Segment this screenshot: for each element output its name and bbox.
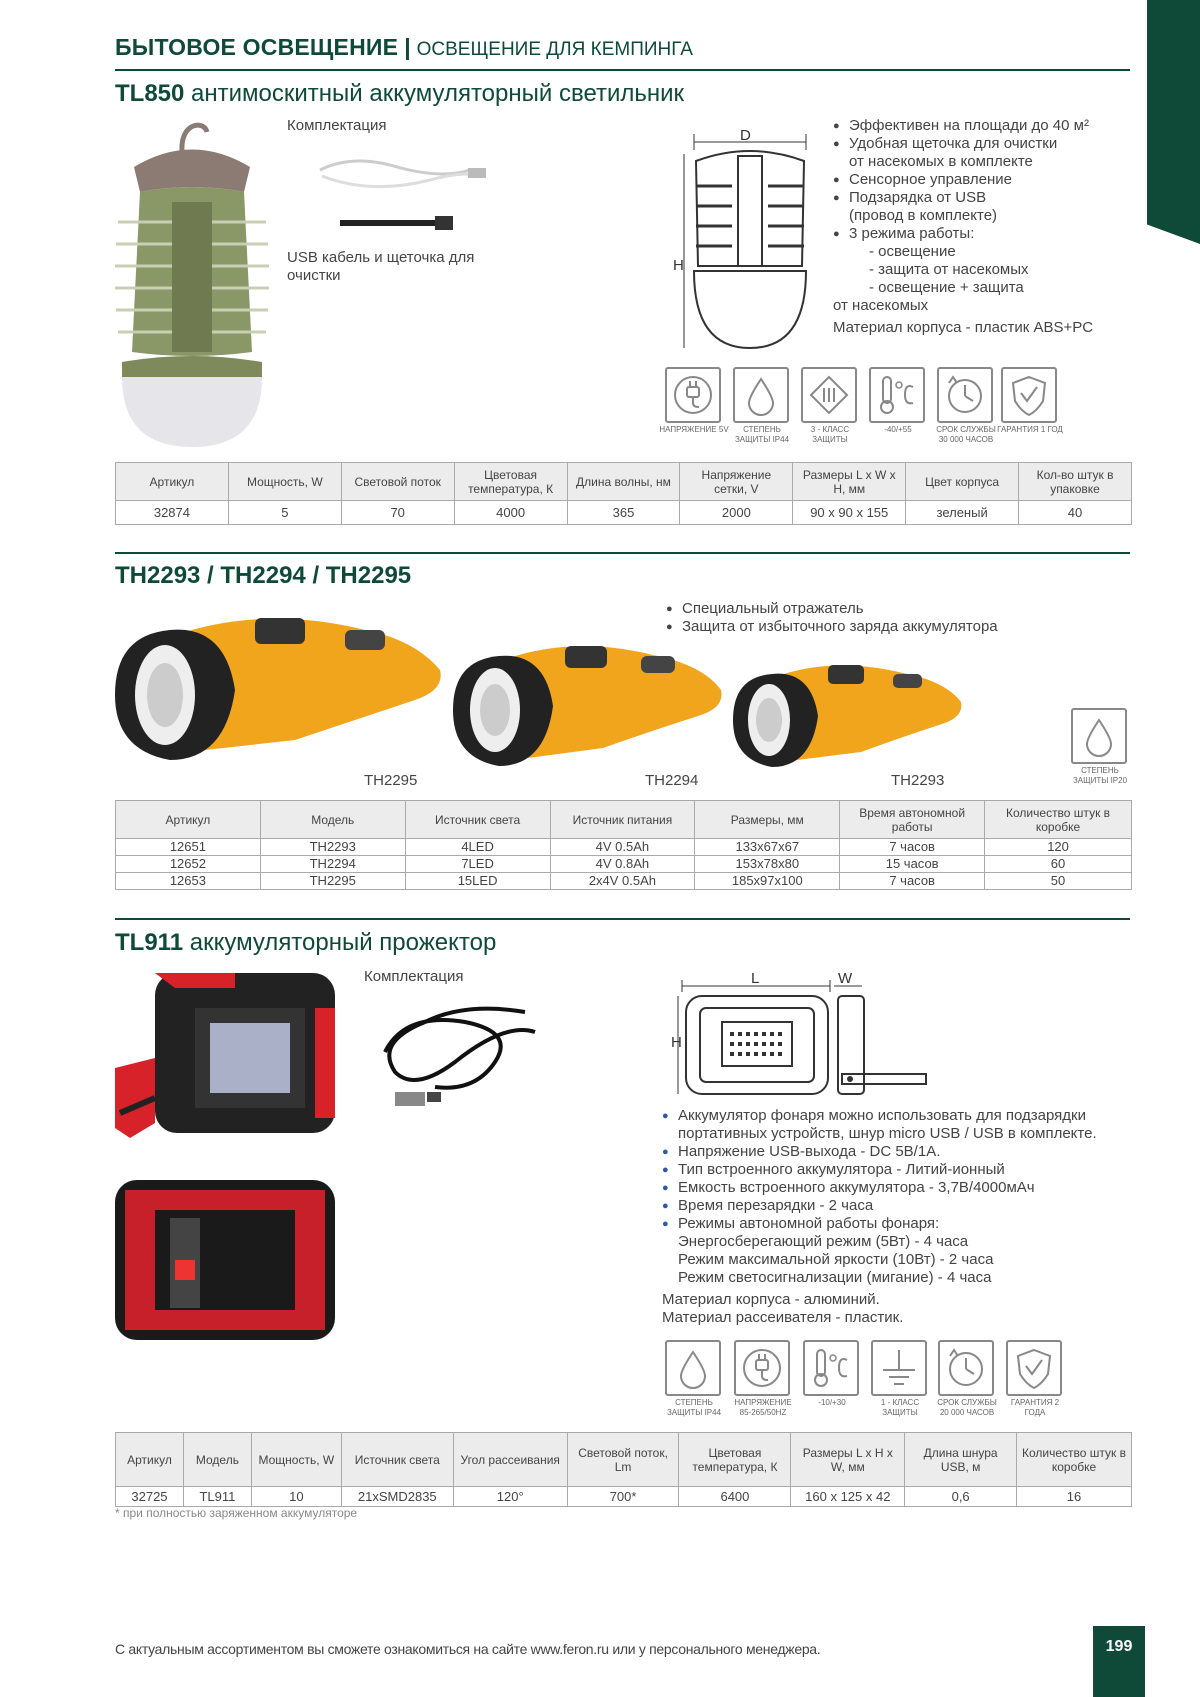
icon-caption: -10/+30 bbox=[818, 1398, 846, 1407]
table-header: Модель bbox=[183, 1433, 251, 1487]
tl911-code: TL911 bbox=[115, 929, 184, 956]
feature-item: ● Эффективен на площади до 40 м² bbox=[833, 117, 1133, 135]
feature-item: портативных устройств, шнур micro USB / USB в комплекте. bbox=[678, 1125, 1097, 1142]
drop-icon bbox=[665, 1340, 721, 1396]
feature-item: ● Тип встроенного аккумулятора - Литий-ионный bbox=[662, 1161, 1142, 1179]
tl850-usb-cable-image bbox=[310, 150, 500, 235]
th2294-product-image bbox=[453, 640, 723, 770]
table-header: Мощность, W bbox=[228, 463, 341, 501]
table-cell: TH2295 bbox=[260, 873, 405, 890]
table-header: Цвет корпуса bbox=[906, 463, 1019, 501]
tl850-product-image bbox=[112, 112, 272, 447]
table-row bbox=[116, 873, 1132, 890]
table-header: Количество штук в коробке bbox=[985, 801, 1132, 839]
tl850-kit-items: USB кабель и щеточка для очистки bbox=[287, 249, 475, 284]
icon-caption: НАПРЯЖЕНИЕ 85-265/50HZ bbox=[734, 1398, 792, 1417]
table-header: Размеры L x W x H, мм bbox=[793, 463, 906, 501]
feature-item: ● Напряжение USB-выхода - DC 5В/1А. bbox=[662, 1143, 1142, 1161]
header-category: БЫТОВОЕ ОСВЕЩЕНИЕ bbox=[115, 34, 399, 60]
table-header: Угол рассеивания bbox=[453, 1433, 567, 1487]
table-header: Мощность, W bbox=[251, 1433, 341, 1487]
class-3-icon bbox=[801, 367, 857, 423]
icon-caption: 1 - КЛАСС ЗАЩИТЫ bbox=[880, 1398, 920, 1417]
tl911-kit-label: Комплектация bbox=[364, 968, 464, 985]
icon-caption: СТЕПЕНЬ ЗАЩИТЫ IP20 bbox=[1072, 766, 1128, 785]
feature-item: ● Время перезарядки - 2 часа bbox=[662, 1197, 1142, 1215]
feature-item: Режим светосигнализации (мигание) - 4 часа bbox=[678, 1269, 992, 1286]
thermometer-icon bbox=[869, 367, 925, 423]
table-cell: 185x97x100 bbox=[695, 873, 840, 890]
table-cell: TH2293 bbox=[260, 839, 405, 856]
table-header: Длина шнура USB, м bbox=[905, 1433, 1017, 1487]
table-cell: 5 bbox=[228, 501, 341, 525]
table-row bbox=[116, 1487, 1132, 1507]
drop-icon bbox=[1071, 708, 1127, 764]
feature-item: от насекомых bbox=[833, 297, 929, 314]
th-features bbox=[666, 600, 1066, 636]
tl911-front-image bbox=[115, 968, 340, 1158]
table-cell: 4V 0.8Ah bbox=[550, 856, 695, 873]
table-header: Кол-во штук в упаковке bbox=[1019, 463, 1132, 501]
table-cell: 700* bbox=[567, 1487, 679, 1507]
icon-caption: СТЕПЕНЬ ЗАЩИТЫ IP44 bbox=[666, 1398, 722, 1417]
table-header: Источник питания bbox=[550, 801, 695, 839]
tl911-dimension-drawing bbox=[672, 970, 934, 1102]
feature-item: - освещение + защита bbox=[869, 279, 1024, 296]
header-subcategory: ОСВЕЩЕНИЕ ДЛЯ КЕМПИНГА bbox=[416, 39, 693, 60]
tl911-usb-cable-image bbox=[365, 992, 540, 1112]
tl850-kit-label: Комплектация bbox=[287, 117, 387, 134]
table-cell: 160 x 125 x 42 bbox=[791, 1487, 905, 1507]
table-header: Источник света bbox=[341, 1433, 453, 1487]
icon-caption: СТЕПЕНЬ ЗАЩИТЫ IP44 bbox=[734, 425, 790, 444]
table-cell: 15LED bbox=[405, 873, 550, 890]
table-cell: 153x78x80 bbox=[695, 856, 840, 873]
table-cell: 0,6 bbox=[905, 1487, 1017, 1507]
table-cell: 16 bbox=[1017, 1487, 1132, 1507]
table-cell: 60 bbox=[985, 856, 1132, 873]
tl850-spec-table bbox=[115, 462, 1132, 525]
table-cell: 32874 bbox=[116, 501, 229, 525]
clock-icon bbox=[937, 367, 993, 423]
tl911-title bbox=[115, 929, 496, 957]
table-cell: 40 bbox=[1019, 501, 1132, 525]
feature-item: - освещение bbox=[869, 243, 956, 260]
feature-item: ● Специальный отражатель bbox=[666, 600, 1066, 618]
header-separator: | bbox=[404, 34, 411, 60]
table-row bbox=[116, 856, 1132, 873]
model-label: TH2294 bbox=[645, 772, 699, 789]
tl850-dim-h: H bbox=[673, 257, 684, 274]
tl911-back-image bbox=[115, 1180, 340, 1345]
ground-icon bbox=[871, 1340, 927, 1396]
table-header: Артикул bbox=[116, 801, 261, 839]
drop-icon bbox=[733, 367, 789, 423]
th-spec-table bbox=[115, 800, 1132, 890]
table-header: Артикул bbox=[116, 1433, 184, 1487]
icon-caption: НАПРЯЖЕНИЕ 5V bbox=[659, 425, 729, 434]
tl911-features bbox=[662, 1107, 1142, 1327]
feature-item: ● Режимы автономной работы фонаря: bbox=[662, 1215, 1142, 1233]
table-cell: 4000 bbox=[454, 501, 567, 525]
table-cell: 133x67x67 bbox=[695, 839, 840, 856]
divider bbox=[115, 918, 1130, 920]
table-cell: зеленый bbox=[906, 501, 1019, 525]
feature-item: Режим максимальной яркости (10Вт) - 2 часа bbox=[678, 1251, 994, 1268]
feature-item: от насекомых в комплекте bbox=[849, 153, 1033, 170]
icon-caption: 3 - КЛАСС ЗАЩИТЫ bbox=[810, 425, 850, 444]
table-header: Размеры L x H x W, мм bbox=[791, 1433, 905, 1487]
tl850-dimension-drawing bbox=[672, 126, 812, 356]
feature-item: ● Аккумулятор фонаря можно использовать для подзарядки bbox=[662, 1107, 1142, 1125]
table-cell: 7LED bbox=[405, 856, 550, 873]
tl911-dim-l: L bbox=[751, 970, 760, 987]
table-cell: 120 bbox=[985, 839, 1132, 856]
table-cell: 365 bbox=[567, 501, 680, 525]
table-header: Количество штук в коробке bbox=[1017, 1433, 1132, 1487]
feature-item: (провод в комплекте) bbox=[849, 207, 998, 224]
table-cell: 120° bbox=[453, 1487, 567, 1507]
table-header: Время автономной работы bbox=[840, 801, 985, 839]
th2293-product-image bbox=[733, 660, 963, 770]
shield-icon bbox=[1006, 1340, 1062, 1396]
th2295-product-image bbox=[115, 610, 445, 765]
model-label: TH2293 bbox=[891, 772, 945, 789]
tl911-desc: аккумуляторный прожектор bbox=[189, 929, 497, 956]
table-row bbox=[116, 501, 1132, 525]
table-cell: 21xSMD2835 bbox=[341, 1487, 453, 1507]
table-cell: 32725 bbox=[116, 1487, 184, 1507]
table-cell: 15 часов bbox=[840, 856, 985, 873]
feature-item: ● Подзарядка от USB bbox=[833, 189, 1133, 207]
table-cell: 12652 bbox=[116, 856, 261, 873]
tl911-dim-h: H bbox=[671, 1034, 682, 1051]
corner-tab bbox=[1147, 0, 1200, 244]
tl850-features bbox=[833, 117, 1133, 337]
icon-caption: ГАРАНТИЯ 2 ГОДА bbox=[1010, 1398, 1060, 1417]
table-cell: 70 bbox=[341, 501, 454, 525]
table-header: Артикул bbox=[116, 463, 229, 501]
feature-item: ● Емкость встроенного аккумулятора - 3,7В/4000мАч bbox=[662, 1179, 1142, 1197]
table-cell: 12651 bbox=[116, 839, 261, 856]
table-cell: 12653 bbox=[116, 873, 261, 890]
table-header: Световой поток bbox=[341, 463, 454, 501]
tl850-code: TL850 bbox=[115, 80, 185, 107]
tl911-dim-w: W bbox=[838, 970, 853, 987]
plug-icon bbox=[665, 367, 721, 423]
icon-caption: СРОК СЛУЖБЫ 30 000 ЧАСОВ bbox=[936, 425, 996, 444]
feature-item: ● Удобная щеточка для очистки bbox=[833, 135, 1133, 153]
table-header: Световой поток, Lm bbox=[567, 1433, 679, 1487]
page-number: 199 bbox=[1093, 1626, 1145, 1697]
table-header: Напряжение сетки, V bbox=[680, 463, 793, 501]
table-header: Модель bbox=[260, 801, 405, 839]
plug-icon bbox=[734, 1340, 790, 1396]
icon-caption: ГАРАНТИЯ 1 ГОД bbox=[997, 425, 1063, 434]
table-cell: 2000 bbox=[680, 501, 793, 525]
tl850-dim-d: D bbox=[740, 127, 751, 144]
table-cell: TL911 bbox=[183, 1487, 251, 1507]
icon-caption: СРОК СЛУЖБЫ 20 000 ЧАСОВ bbox=[937, 1398, 997, 1417]
table-header: Цветовая температура, К bbox=[679, 1433, 791, 1487]
feature-item: ● Сенсорное управление bbox=[833, 171, 1133, 189]
material-line: Материал корпуса - алюминий. bbox=[662, 1291, 880, 1308]
model-label: TH2295 bbox=[364, 772, 418, 789]
divider bbox=[115, 552, 1130, 554]
tl850-desc: антимоскитный аккумуляторный светильник bbox=[191, 80, 685, 107]
table-cell: 4V 0.5Ah bbox=[550, 839, 695, 856]
icon-caption: -40/+55 bbox=[884, 425, 912, 434]
table-header: Источник света bbox=[405, 801, 550, 839]
feature-item: - защита от насекомых bbox=[869, 261, 1029, 278]
th-title-text: TH2293 / TH2294 / TH2295 bbox=[115, 562, 412, 589]
clock-icon bbox=[938, 1340, 994, 1396]
divider bbox=[115, 69, 1130, 71]
table-header: Размеры, мм bbox=[695, 801, 840, 839]
table-cell: 50 bbox=[985, 873, 1132, 890]
table-header: Цветовая температура, К bbox=[454, 463, 567, 501]
th-title bbox=[115, 562, 411, 590]
table-cell: 7 часов bbox=[840, 839, 985, 856]
feature-item: ● Защита от избыточного заряда аккумулятора bbox=[666, 618, 1066, 636]
table-cell: 10 bbox=[251, 1487, 341, 1507]
table-cell: TH2294 bbox=[260, 856, 405, 873]
material-line: Материал рассеивателя - пластик. bbox=[662, 1309, 904, 1326]
table-header: Длина волны, нм bbox=[567, 463, 680, 501]
shield-icon bbox=[1001, 367, 1057, 423]
table-cell: 4LED bbox=[405, 839, 550, 856]
page-header bbox=[115, 34, 693, 61]
feature-item: ● 3 режима работы: bbox=[833, 225, 1133, 243]
tl911-spec-table bbox=[115, 1432, 1132, 1507]
table-cell: 6400 bbox=[679, 1487, 791, 1507]
footnote: * при полностью заряженном аккумуляторе bbox=[115, 1506, 358, 1520]
footer-text: С актуальным ассортиментом вы сможете ознакомиться на сайте www.feron.ru или у персонального менеджера. bbox=[115, 1641, 821, 1657]
thermometer-icon bbox=[803, 1340, 859, 1396]
feature-item: Энергосберегающий режим (5Вт) - 4 часа bbox=[678, 1233, 969, 1250]
tl850-title bbox=[115, 80, 684, 108]
feature-item: Материал корпуса - пластик ABS+PC bbox=[833, 319, 1094, 336]
table-row bbox=[116, 839, 1132, 856]
table-cell: 2x4V 0.5Ah bbox=[550, 873, 695, 890]
table-cell: 7 часов bbox=[840, 873, 985, 890]
table-cell: 90 x 90 x 155 bbox=[793, 501, 906, 525]
